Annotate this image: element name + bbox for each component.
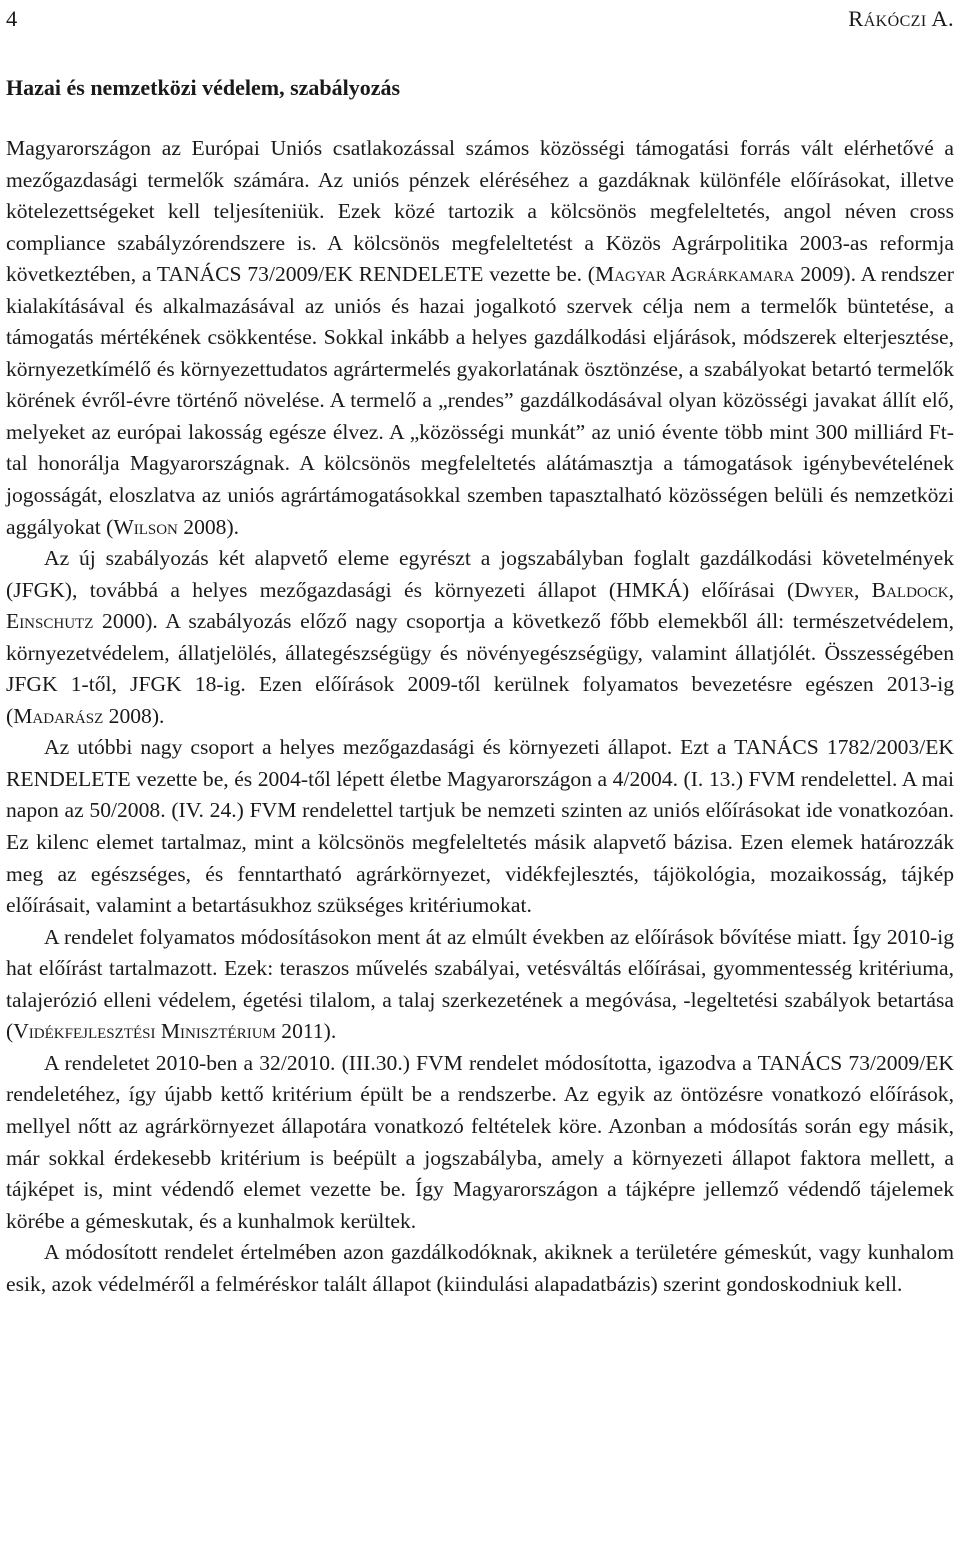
paragraph: Az új szabályozás két alapvető eleme egyrészt a jogszabályban foglalt gazdálkodási követelmények (JFGK), továbbá a helyes mezőgazdasági és környezeti állapot (HMKÁ) előírásai (Dwyer, Baldock, Einschutz 2000). A szabályozás előző nagy csoportja a következő főbb elemekből áll: természetvédelem, környezetvédelem, állatjelölés, állategészségügy és növényegészségügy, valamint állatjólét. Összességében JFGK 1-től, JFGK 18-ig. Ezen előírások 2009-től kerülnek folyamatos bevezetésre egészen 2013-ig (Madarász 2008).	[6, 546, 954, 728]
running-head-author: Rákóczi A.	[848, 6, 954, 31]
paragraph: Magyarországon az Európai Uniós csatlakozással számos közösségi támogatási forrás vált elérhetővé a mezőgazdasági termelők számára. Az uniós pénzek eléréséhez a gazdáknak különféle előírásokat, illetve kötelezettségeket kell teljesíteniük. Ezek közé tartozik a kölcsönös megfeleltetés, angol néven cross compliance szabályzórendszere is. A kölcsönös megfeleltetést a Közös Agrárpolitika 2003-as reformja következtében, a TANÁCS 73/2009/EK RENDELETE vezette be. (Magyar Agrárkamara 2009). A rendszer kialakításával és alkalmazásával az uniós és hazai jogalkotó szervek célja nem a termelők büntetése, a támogatás mértékének csökkentése. Sokkal inkább a helyes gazdálkodási eljárások, módszerek elterjesztése, környezetkímélő és környezettudatos agrártermelés gyakorlatának ösztönzése, a szabályokat betartó termelők körének évről-évre történő növelése. A termelő a „rendes” gazdálkodásával olyan közösségi javakat állít elő, melyeket az európai lakosság egésze élvez. A „közösségi munkát” az unió évente több mint 300 milliárd Ft-tal honorálja Magyarországnak. A kölcsönös megfeleltetés alátámasztja a támogatások igénybevételének jogosságát, eloszlatva az uniós agrártámogatásokkal szemben tapasztalható közösségen belüli és nemzetközi aggályokat (Wilson 2008).	[6, 136, 954, 539]
citation: Magyar Agrárkamara	[595, 262, 795, 287]
citation: Wilson	[113, 514, 178, 539]
paragraph: A rendelet folyamatos módosításokon ment át az elmúlt években az előírások bővítése miatt. Így 2010-ig hat előírást tartalmazott. Ezek: teraszos művelés szabályai, vetésváltás előírásai, gyommentesség kritériuma, talajerózió elleni védelem, égetési tilalom, a talaj szerkezetének a megóvása, -legeltetési szabályok betartása (Vidékfejlesztési Minisztérium 2011).	[6, 924, 954, 1044]
citation: Vidékfejlesztési Minisztérium	[13, 1019, 276, 1044]
paragraph: Az utóbbi nagy csoport a helyes mezőgazdasági és környezeti állapot. Ezt a TANÁCS 1782/2003/EK RENDELETE vezette be, és 2004-től lépett életbe Magyarországon a 4/2004. (I. 13.) FVM rendelettel. A mai napon az 50/2008. (IV. 24.) FVM rendelettel tartjuk be nemzeti szinten az uniós előírásokat ide vonatkozóan. Ez kilenc elemet tartalmaz, mint a kölcsönös megfeleltetés másik alapvető bázisa. Ezen elemek határozzák meg az egészséges, és fenntartható agrárkörnyezet, vidékfejlesztés, tájökológia, mozaikosság, tájkép előírásait, valamint a betartásukhoz szükséges kritériumokat.	[6, 735, 954, 918]
body-text	[6, 133, 954, 1300]
citation: Dwyer, Baldock, Einschutz	[6, 577, 954, 634]
page-number: 4	[6, 6, 18, 31]
section-heading: Hazai és nemzetközi védelem, szabályozás	[6, 75, 401, 100]
paragraph: A rendeletet 2010-ben a 32/2010. (III.30.) FVM rendelet módosította, igazodva a TANÁCS 73/2009/EK rendeletéhez, így újabb kettő kritérium épült be a rendszerbe. Az egyik az öntözésre vonatkozó előírások, mellyel nőtt az agrárkörnyezet állapotára vonatkozó feltételek köre. Azonban a módosítás során egy másik, már sokkal érdekesebb kritérium is beépült a jogszabályba, amely a környezeti állapot faktora mellett, a tájképet is, mint védendő elemet vezette be. Így Magyarországon a tájképre jellemző védendő tájelemek körébe a gémeskutak, és a kunhalmok kerültek.	[6, 1050, 954, 1233]
paragraph: A módosított rendelet értelmében azon gazdálkodóknak, akiknek a területére gémeskút, vagy kunhalom esik, azok védelméről a felméréskor talált állapot (kiindulási alapadatbázis) szerint gondoskodniuk kell.	[6, 1240, 954, 1296]
citation: Madarász	[13, 703, 104, 728]
running-head	[6, 4, 954, 34]
